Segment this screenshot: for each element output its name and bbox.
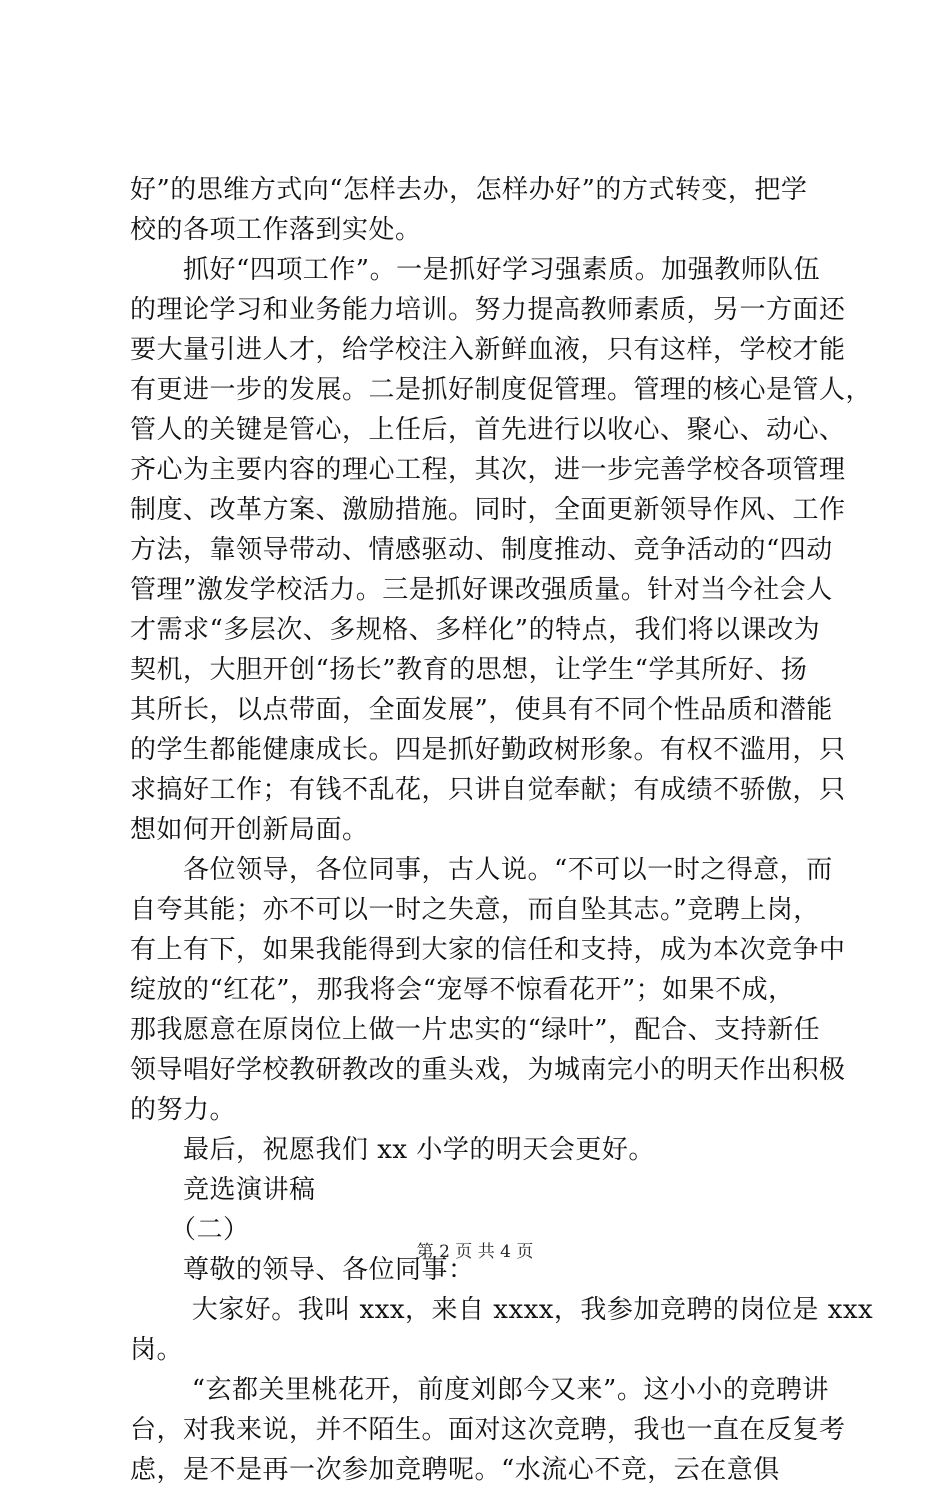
text-line: 虑，是不是再一次参加竞聘呢。“水流心不竞，云在意俱 — [130, 1455, 780, 1485]
text-line: 齐心为主要内容的理心工程，其次，进一步完善学校各项管理 — [130, 455, 846, 485]
text-line: 领导唱好学校教研教改的重头戏，为城南完小的明天作出积极 — [130, 1055, 846, 1085]
text-line: “玄都关里桃花开，前度刘郎今又来”。这小小的竞聘讲 — [130, 1375, 829, 1405]
text-line: 大家好。我叫 xxx，来自 xxxx，我参加竞聘的岗位是 xxx — [130, 1295, 874, 1325]
text-line: 想如何开创新局面。 — [130, 815, 369, 845]
text-line: （二） — [130, 1215, 250, 1245]
text-line: 那我愿意在原岗位上做一片忠实的“绿叶”，配合、支持新任 — [130, 1015, 821, 1045]
text-line: 最后，祝愿我们 xx 小学的明天会更好。 — [130, 1135, 655, 1165]
text-line: 自夸其能；亦不可以一时之失意，而自坠其志。”竞聘上岗， — [130, 895, 820, 925]
text-line: 管人的关键是管心，上任后，首先进行以收心、聚心、动心、 — [130, 415, 846, 445]
text-line: 各位领导，各位同事，古人说。“不可以一时之得意，而 — [130, 855, 833, 885]
text-line: 好”的思维方式向“怎样去办，怎样办好”的方式转变，把学 — [130, 175, 808, 205]
text-line: 方法，靠领导带动、情感驱动、制度推动、竞争活动的“四动 — [130, 535, 833, 565]
text-line: 的理论学习和业务能力培训。努力提高教师素质，另一方面还 — [130, 295, 846, 325]
document-body — [130, 170, 874, 1490]
text-line: 绽放的“红花”，那我将会“宠辱不惊看花开”；如果不成， — [130, 975, 795, 1005]
text-line: 尊敬的领导、各位同事： — [130, 1255, 475, 1285]
text-line: 的学生都能健康成长。四是抓好勤政树形象。有权不滥用，只 — [130, 735, 846, 765]
text-line: 校的各项工作落到实处。 — [130, 215, 422, 245]
text-line: 有更进一步的发展。二是抓好制度促管理。管理的核心是管人， — [130, 375, 873, 405]
text-line: 求搞好工作；有钱不乱花，只讲自觉奉献；有成绩不骄傲，只 — [130, 775, 846, 805]
text-line: 岗。 — [130, 1335, 184, 1365]
text-line: 竞选演讲稿 — [130, 1175, 316, 1205]
text-line: 要大量引进人才，给学校注入新鲜血液，只有这样，学校才能 — [130, 335, 846, 365]
text-line: 制度、改革方案、激励措施。同时，全面更新领导作风、工作 — [130, 495, 846, 525]
text-line: 才需求“多层次、多规格、多样化”的特点，我们将以课改为 — [130, 615, 821, 645]
text-line: 契机，大胆开创“扬长”教育的思想，让学生“学其所好、扬 — [130, 655, 808, 685]
text-line: 管理”激发学校活力。三是抓好课改强质量。针对当今社会人 — [130, 575, 833, 605]
text-line: 抓好“四项工作”。一是抓好学习强素质。加强教师队伍 — [130, 255, 821, 285]
page-footer: 第 2 页 共 4 页 — [416, 1242, 534, 1262]
text-line: 其所长，以点带面，全面发展”，使具有不同个性品质和潜能 — [130, 695, 833, 725]
text-line: 的努力。 — [130, 1095, 237, 1125]
text-line: 台，对我来说，并不陌生。面对这次竞聘，我也一直在反复考 — [130, 1415, 846, 1445]
text-line: 有上有下，如果我能得到大家的信任和支持，成为本次竞争中 — [130, 935, 846, 965]
